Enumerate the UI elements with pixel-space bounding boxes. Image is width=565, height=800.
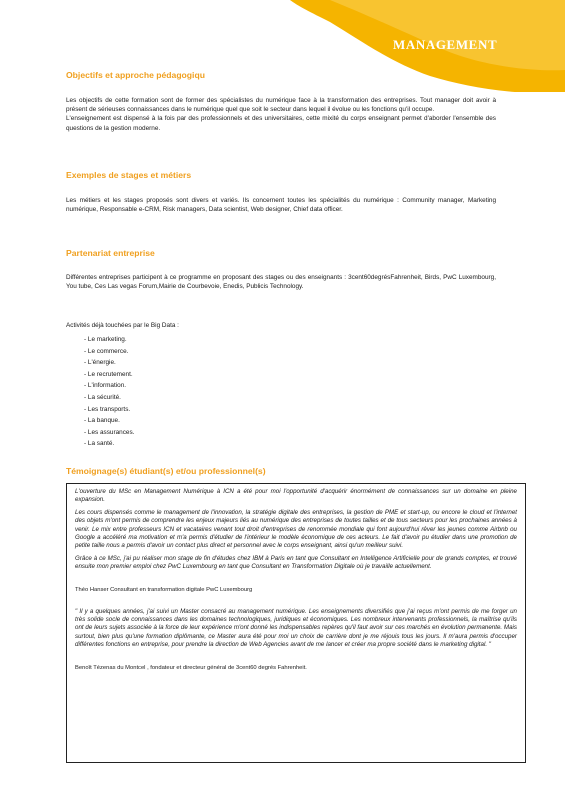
testimonial-1-signature: Théo Hanser Consultant en transformation digitale PwC Luxembourg <box>75 586 253 593</box>
partenariat-text <box>66 273 496 291</box>
list-item: - L'énergie. <box>84 357 134 369</box>
list-item: - Les assurances. <box>84 427 134 439</box>
list-item: - Le recrutement. <box>84 369 134 381</box>
testimonial-1-paragraph-1: L'ouverture du MSc en Management Numérique à ICN a été pour moi l'opportunité d'acquérir énormément de connaissances sur un domaine en pleine expansion. <box>75 488 517 504</box>
list-item: - Le marketing. <box>84 334 134 346</box>
list-item: - La banque. <box>84 415 134 427</box>
activities-list <box>84 334 134 450</box>
testimonial-1-paragraph-2: Les cours dispensés comme le management de l'innovation, la stratégie digitale des entreprises, la gestion de PME et start-up, ou encore le cloud et l'internet des objets m'ont permis de comprendre les enjeux majeurs liés au numérique des entreprises de toutes tailles et de tous secteurs pour les prochaines années à venir. Le mix entre professeurs ICN et vacataires venant tout droit d'entreprises de renommée mondiale qui font aujourd'hui rêver les jeunes comme Airbnb ou Google a accéléré ma motivation et m'a permis d'étudier de l'intérieur le modèle économique de ces acteurs. Le fait d'avoir pu étudier dans une promotion de petite taille nous a permis d'avoir un contact plus direct et personnel avec le corps enseignant, ainsi qu'un meilleur suivi. <box>75 508 517 550</box>
stages-text <box>66 196 496 214</box>
objectifs-text <box>66 96 496 133</box>
section-title-stages: Exemples de stages et métiers <box>66 170 192 180</box>
partenariat-paragraph: Différentes entreprises participent à ce programme en proposant des stages ou des enseignants : 3cent60degrésFahrenheit, Birds, PwC Luxembourg, You tube, Ces Las vegas Forum,Mairie de Courbevoie, Enedis, Publicis Technology. <box>66 274 496 291</box>
list-item: - L'information. <box>84 380 134 392</box>
section-title-partenariat: Partenariat entreprise <box>66 248 155 258</box>
list-item: - La santé. <box>84 438 134 450</box>
objectifs-paragraph-2: L'enseignement est dispensé à la fois par des professionnels et des universitaires, cette mixité du corps enseignant permet d'aborder l'ensemble des questions de la gestion moderne. <box>66 115 496 132</box>
header-title: MANAGEMENT <box>393 37 498 52</box>
testimonial-2-signature: Benoît Tézenas du Montcel , fondateur et directeur général de 3cent60 degrés Fahrenheit. <box>75 664 307 671</box>
testimonial-1-paragraph-3: Grâce à ce MSc, j'ai pu réaliser mon stage de fin d'études chez IBM à Paris en tant que Consultant en Intelligence Artificielle pour de grands comptes, et trouvé ensuite mon premier emploi chez PwC Luxembourg en tant que Consultant en Transformation Digitale où je travaille actuellement. <box>75 554 517 571</box>
list-item: - La sécurité. <box>84 392 134 404</box>
testimonial-2-paragraph: " Il y a quelques années, j'ai suivi un Master consacré au management numérique. Les enseignements diversifiés que j'ai reçus m'ont permis de me forger un très solide socle de connaissances dans les domaines technologiques, juridiques et économiques. Les nombreux intervenants professionnels, la maîtrise qu'ils ont de leurs sujets associée à la force de leur expérience m'ont donné les indispensables repères qu'il faut avoir sur ces marchés en évolution permanente. Mais surtout, bien plus qu'une formation diplômante, ce Master aura été pour moi un choix de carrière dont je me réjouis tous les jours. Il m'aura permis d'occuper différentes fonctions en entreprise, pour prendre la direction de Web Agencies avant de me lancer et créer ma propre société dans le marketing digital. " <box>75 607 517 649</box>
activities-intro: Activités déjà touchées par le Big Data : <box>66 322 179 329</box>
list-item: - Le commerce. <box>84 346 134 358</box>
list-item: - Les transports. <box>84 404 134 416</box>
objectifs-paragraph-1: Les objectifs de cette formation sont de former des spécialistes du numérique face à la transformation des entreprises. Tout manager doit avoir à présent de sérieuses connaissances dans le numérique quel que soit le secteur dans lequel il évolue ou les fonctions qu'il occupe. <box>66 97 496 114</box>
section-title-temoignage: Témoignage(s) étudiant(s) et/ou professionnel(s) <box>66 466 266 476</box>
section-title-objectifs: Objectifs et approche pédagogiqu <box>66 70 205 80</box>
stages-paragraph: Les métiers et les stages proposés sont divers et variés. Ils concernent toutes les spécialités du numérique : Community manager, Marketing numérique, Responsable e-CRM, Risk managers, Data scientist, Web designer, Chief data officer. <box>66 197 496 214</box>
testimonial-box <box>66 483 526 763</box>
